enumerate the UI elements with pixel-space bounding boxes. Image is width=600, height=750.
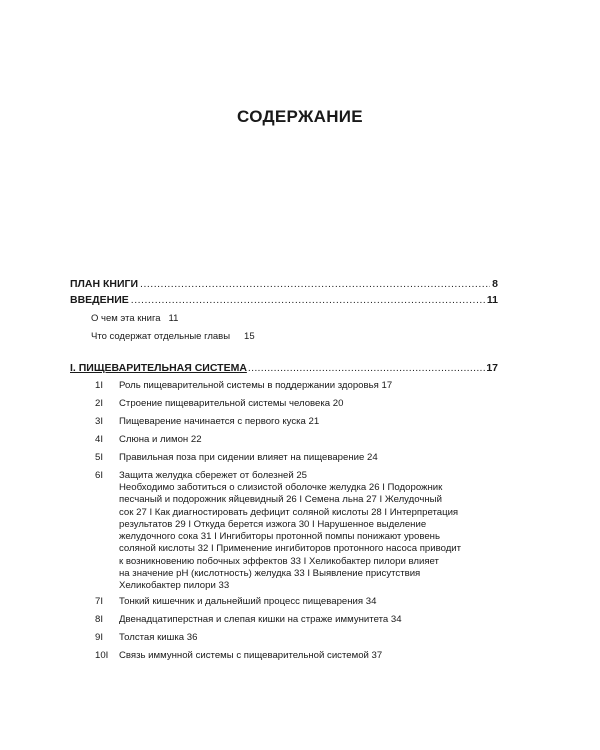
toc-entry (95, 470, 505, 482)
entry-number: 8I (95, 614, 104, 625)
leader-dots (248, 362, 485, 374)
entry-number: 10I (95, 650, 109, 661)
toc-page-number: 8 (492, 278, 498, 290)
detail-line: Хеликобактер пилори 33 (119, 580, 230, 592)
detail-line: песчаный и подорожник яйцевидный 26 I Семена льна 27 I Желудочный (119, 494, 442, 506)
toc-sub-item (91, 313, 178, 324)
entry-number: 7I (95, 596, 104, 607)
entry-text: Двенадцатиперстная и слепая кишки на страже иммунитета 34 (119, 614, 402, 625)
chapter-title: I. ПИЩЕВАРИТЕЛЬНАЯ СИСТЕМА (70, 362, 247, 374)
detail-line: Необходимо заботиться о слизистой оболочке желудка 26 I Подорожник (119, 482, 443, 493)
entry-text: Пищеварение начинается с первого куска 21 (119, 416, 320, 427)
chapter-page-number: 17 (486, 362, 498, 374)
toc-entry (95, 452, 505, 464)
toc-sub-page: 11 (168, 313, 179, 324)
entry-number: 1I (95, 380, 104, 391)
entry-number: 4I (95, 434, 104, 445)
toc-entry (95, 632, 505, 644)
detail-line: желудочного сока 31 I Ингибиторы протонной помпы понижают уровень (119, 531, 440, 543)
toc-sub-text: О чем эта книга (91, 313, 161, 324)
toc-main-label: ВВЕДЕНИЕ (70, 294, 129, 306)
entry-number: 5I (95, 452, 104, 463)
toc-entry (95, 398, 505, 410)
detail-line: к возникновению побочных эффектов 33 I Хеликобактер пилори влияет (119, 555, 439, 567)
entry-number: 6I (95, 470, 104, 481)
entry-text: Слюна и лимон 22 (119, 434, 202, 445)
toc-entry (95, 614, 505, 626)
leader-dots (140, 278, 490, 290)
toc-page-number: 11 (486, 294, 498, 306)
toc-sub-page: 15 (244, 331, 255, 342)
leader-dots (131, 294, 485, 306)
toc-entry (95, 380, 505, 392)
toc-main-label: ПЛАН КНИГИ (70, 278, 139, 290)
detail-line: сок 27 I Как диагностировать дефицит соляной кислоты 28 I Интерпретация (119, 506, 459, 518)
toc-sub-text: Что содержат отдельные главы (91, 331, 231, 342)
entry-text: Защита желудка сбережет от болезней 25 (119, 470, 308, 481)
entry-text: Толстая кишка 36 (119, 632, 198, 643)
toc-entry (95, 416, 505, 428)
detail-line: на значение pH (кислотность) желудка 33 I Выявление присутствия (119, 568, 421, 580)
detail-line: результатов 29 I Откуда берется изжога 30 I Нарушенное выделение (119, 518, 427, 530)
detail-line: соляной кислоты 32 I Применение ингибиторов протонного насоса приводит (119, 543, 462, 555)
entry-text: Правильная поза при сидении влияет на пищеварение 24 (119, 452, 378, 463)
page-title: СОДЕРЖАНИЕ (237, 107, 363, 126)
entry-number: 9I (95, 632, 104, 643)
entry-6-details (119, 482, 499, 593)
entry-text: Связь иммунной системы с пищеварительной системой 37 (119, 650, 383, 661)
entry-text: Строение пищеварительной системы человека 20 (119, 398, 344, 409)
entry-number: 2I (95, 398, 104, 409)
entry-text: Тонкий кишечник и дальнейший процесс пищеварения 34 (119, 596, 377, 607)
toc-sub-item (91, 331, 255, 342)
toc-main-line-intro (70, 294, 498, 306)
entry-number: 3I (95, 416, 104, 427)
toc-entry (95, 434, 505, 446)
toc-main-line-plan (70, 278, 498, 290)
entry-text: Роль пищеварительной системы в поддержании здоровья 17 (119, 380, 393, 391)
toc-chapter-line (70, 362, 498, 374)
toc-entry (95, 596, 505, 608)
toc-entry (95, 650, 505, 662)
